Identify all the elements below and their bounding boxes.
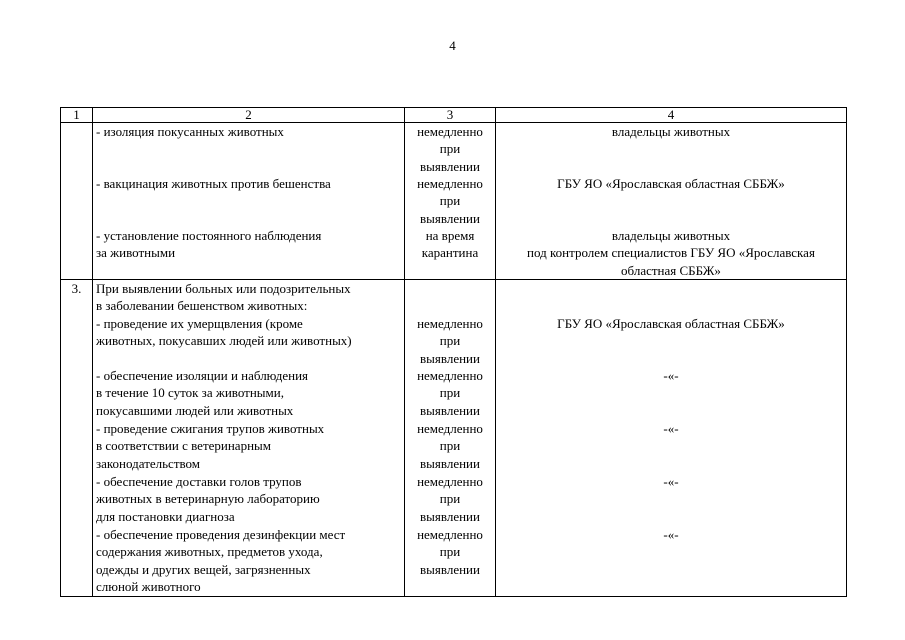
row-number <box>61 123 93 280</box>
term-item <box>408 473 492 526</box>
column-header-4: 4 <box>496 108 847 123</box>
measure-line: законодательством <box>96 455 201 471</box>
measure-item <box>96 420 401 473</box>
measure-item <box>96 367 401 420</box>
term-line: выявлении <box>420 350 480 366</box>
measure-item <box>96 315 401 367</box>
measure-cell <box>93 123 405 280</box>
measure-line: - проведение сжигания трупов животных <box>96 421 325 436</box>
term-line: немедленно <box>417 316 483 331</box>
responsible-line: ГБУ ЯО «Ярославская областная СББЖ» <box>557 176 785 191</box>
measure-line: содержания животных, предметов ухода, <box>96 544 323 560</box>
column-header-2: 2 <box>93 108 405 123</box>
measure-line: - обеспечение доставки голов трупов <box>96 474 302 489</box>
responsible-line: -«- <box>663 527 679 542</box>
responsible-cell <box>496 280 847 597</box>
term-line: выявлении <box>420 402 480 418</box>
measure-line: - обеспечение проведения дезинфекции мест <box>96 527 346 542</box>
term-line: при <box>439 193 461 209</box>
term-item <box>408 315 492 367</box>
responsible-cell <box>496 123 847 280</box>
responsible-line: владельцы животных <box>611 228 731 243</box>
measure-line: покусавшими людей или животных <box>96 402 294 418</box>
measure-line: животных, покусавших людей или животных) <box>96 333 352 349</box>
measure-line: - обеспечение изоляции и наблюдения <box>96 368 309 383</box>
page-number: 4 <box>449 38 456 53</box>
column-header-1: 1 <box>61 108 93 123</box>
responsible-line: областная СББЖ» <box>621 262 721 278</box>
table-row <box>61 123 847 280</box>
responsible-line: -«- <box>663 368 679 383</box>
term-item <box>408 175 492 227</box>
measure-line: для постановки диагноза <box>96 508 235 524</box>
term-item <box>408 420 492 473</box>
measure-line: за животными <box>96 245 176 261</box>
term-line: немедленно <box>417 474 483 489</box>
term-line: карантина <box>421 245 479 261</box>
term-line: выявлении <box>420 508 480 524</box>
responsible-line: -«- <box>663 474 679 489</box>
term-cell <box>405 280 496 597</box>
term-line: выявлении <box>420 158 480 174</box>
term-line: немедленно <box>417 124 483 139</box>
term-item <box>408 526 492 578</box>
responsible-item <box>499 526 843 543</box>
measure-item <box>96 473 401 526</box>
responsible-line: ГБУ ЯО «Ярославская областная СББЖ» <box>557 316 785 331</box>
intro-line: При выявлении больных или подозрительных <box>96 281 351 296</box>
term-line: немедленно <box>417 527 483 542</box>
term-line: при <box>439 491 461 507</box>
term-item <box>408 367 492 420</box>
column-header-3: 3 <box>405 108 496 123</box>
measure-line: - проведение их умерщвления (кроме <box>96 316 303 331</box>
row-number: 3. <box>61 280 93 597</box>
measure-item <box>96 526 401 596</box>
measure-line: - вакцинация животных против бешенства <box>96 176 331 191</box>
term-line: при <box>439 438 461 454</box>
measure-line: животных в ветеринарную лабораторию <box>96 491 320 507</box>
measure-line: одежды и других вещей, загрязненных <box>96 561 311 577</box>
term-line: на время <box>425 228 475 243</box>
term-line: выявлении <box>420 210 480 226</box>
term-line: при <box>439 333 461 349</box>
measure-line: в течение 10 суток за животными, <box>96 385 284 401</box>
term-line: немедленно <box>417 176 483 191</box>
table-header-row <box>61 108 847 123</box>
responsible-item <box>499 123 843 175</box>
measures-table <box>60 107 847 597</box>
measure-line: слюной животного <box>96 579 201 595</box>
responsible-spacer <box>499 280 843 315</box>
measure-item <box>96 175 401 227</box>
measure-line: - изоляция покусанных животных <box>96 124 284 139</box>
responsible-item <box>499 473 843 526</box>
responsible-item <box>499 420 843 473</box>
measure-item <box>96 227 401 279</box>
table-row <box>61 280 847 597</box>
responsible-item <box>499 315 843 367</box>
term-item <box>408 123 492 175</box>
intro-line: в заболевании бешенством животных: <box>96 298 308 314</box>
measure-line: в соответствии с ветеринарным <box>96 438 271 454</box>
term-cell <box>405 123 496 280</box>
term-line: при <box>439 385 461 401</box>
responsible-item <box>499 175 843 227</box>
term-line: выявлении <box>420 561 480 577</box>
measure-cell <box>93 280 405 597</box>
term-line: при <box>439 141 461 157</box>
responsible-item <box>499 227 843 279</box>
responsible-line: -«- <box>663 421 679 436</box>
measure-line: - установление постоянного наблюдения <box>96 228 322 243</box>
responsible-line: под контролем специалистов ГБУ ЯО «Ярославская <box>527 245 815 261</box>
term-line: при <box>439 544 461 560</box>
responsible-line: владельцы животных <box>611 124 731 139</box>
responsible-item <box>499 367 843 420</box>
term-item <box>408 227 492 279</box>
term-line: выявлении <box>420 455 480 471</box>
term-line: немедленно <box>417 421 483 436</box>
term-spacer <box>408 280 492 315</box>
measure-intro <box>96 280 401 315</box>
term-line: немедленно <box>417 368 483 383</box>
measure-item <box>96 123 401 175</box>
